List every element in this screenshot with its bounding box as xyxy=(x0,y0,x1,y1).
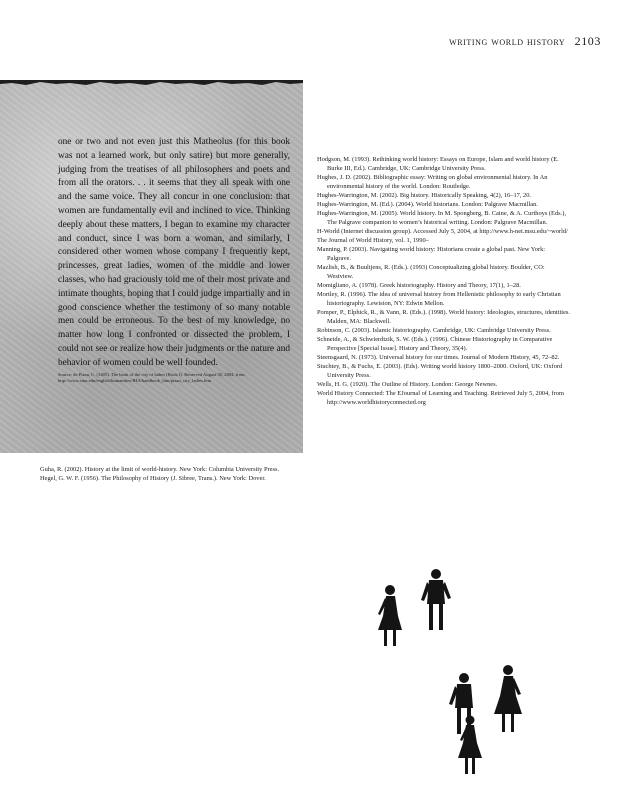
reference-entry: World History Connected: The EJournal of Learning and Teaching. Retrieved July 5, 2004, from http://www.worldhistoryconnected.org xyxy=(317,390,564,406)
reference-entry: Steensgaard, N. (1973). Universal history for our times. Journal of Modern History, 45, 72–82. xyxy=(317,354,560,361)
reference-entry: Hughes-Warrington, M. (2002). Big history. Historically Speaking, 4(2), 16–17, 20. xyxy=(317,192,532,199)
reference-entry: Hughes, J. D. (2002). Bibliographic essay: Writing on global environmental history. In An environmental history of the world. London: Routledge. xyxy=(317,174,548,190)
sidebar-quote-box xyxy=(0,80,303,453)
running-header-title: writing world history xyxy=(449,36,566,48)
reference-entry: Mazlish, B., & Buultjens, R. (Eds.). (1993) Conceptualizing global history. Boulder, CO: Westview. xyxy=(317,264,545,280)
running-header xyxy=(449,34,601,49)
figure-man-center xyxy=(421,569,451,630)
reference-entry: The Journal of World History, vol. 1, 1990– xyxy=(317,237,429,244)
reference-entry: Mortley, R. (1996). The idea of universal history from Hellenistic philosophy to early Christian historiography. Lewiston, NY: Edwin Mellon. xyxy=(317,291,561,307)
reference-entry: Hegel, G. W. F. (1956). The Philosophy of History (J. Sibree, Trans.). New York: Dover. xyxy=(40,475,266,482)
reference-entry: Guha, R. (2002). History at the limit of world-history. New York: Columbia University Press. xyxy=(40,466,280,473)
reference-entry: Momigliano, A. (1978). Greek historiography. History and Theory, 17(1), 1–28. xyxy=(317,282,521,289)
reference-entry: Hodgson, M. (1993). Rethinking world history: Essays on Europe, Islam and world history (E. Burke III, Ed.). Cambridge, UK: Cambridge University Press. xyxy=(317,156,559,172)
reference-entry: Hughes-Warrington, M. (Ed.). (2004). World historians. London: Palgrave Macmillan. xyxy=(317,201,538,208)
reference-entry: Manning, P. (2003). Navigating world history: Historians create a global past. New York: Palgrave. xyxy=(317,246,546,262)
reference-entry: H-World (Internet discussion group). Accessed July 5, 2004, at http://www.h-net.msu.edu/~world/ xyxy=(317,228,568,235)
sidebar-quote-text: one or two and not even just this Matheolus (for this book was not a learned work, but only satire) but more generally, judging from the treatises of all philosophers and poets and from all the orators. . . it seems that they all speak with one and the same voice. They all concur in one conclusion: that women are fundamentally evil and inclined to vice. Thinking deeply about these matters, I began to examine my character and conduct, since I was born a woman, and similarly, I considered other women whose company I frequently kept, princesses, great ladies, women of the middle and lower classes, who had graciously told me of their most private and intimate thoughts, hoping that I could judge impartially and in good conscience whether the testimony of so many notable men could be erroneous. To the best of my knowledge, no matter how long I confronted or dissected the problem, I could not see or realize how their judgments or the nature and behavior of women could be well founded. xyxy=(58,137,290,368)
figure-woman-lower-right xyxy=(494,665,522,732)
reference-entry: Pomper, P., Elphick, R., & Vann, R. (Eds.). (1998). World history: Ideologies, structures, identities. Malden, MA: Blackwell. xyxy=(317,309,570,325)
page-number: 2103 xyxy=(574,34,601,48)
references-left-column xyxy=(40,465,298,483)
figure-woman-left xyxy=(378,585,402,646)
reference-entry: Robinson, C. (2003). Islamic historiography. Cambridge, UK: Cambridge University Press. xyxy=(317,327,551,334)
sidebar-quote-source: Source: de Pizan, C. (1405). The book of the city of ladies (Book I). Retrieved August 30, 2004, from http://www.smu.edu/english/humanities/IHA/handbook_htm/pizan_city_ladies.htm xyxy=(58,372,245,384)
torn-paper-edge xyxy=(0,80,303,89)
sidebar-quote xyxy=(58,136,290,371)
references-right-column xyxy=(317,155,570,407)
reference-entry: Hughes-Warrington, M. (2005). World history. In M. Spongberg, B. Caine, & A. Curthoys (Eds.), The Palgrave companion to women’s historical writing. London: Palgrave Macmillan. xyxy=(317,210,566,226)
figure-woman-bottom xyxy=(458,716,482,775)
reference-entry: Wells, H. G. (1920). The Outline of History. London: George Newnes. xyxy=(317,381,498,388)
reference-entry: Stuchtey, B., & Fuchs, E. (2003). (Eds). Writing world history 1800–2000. Oxford, UK: Oxford University Press. xyxy=(317,363,563,379)
figure-man-lower-left xyxy=(449,673,473,734)
reference-entry: Schneide, A., & Schwierdtzik, S. W. (Eds.). (1996). Chinese Historiography in Comparative Perspective [Special Issue]. History and Theory, 35(4). xyxy=(317,336,553,352)
walking-figures-illustration xyxy=(366,568,536,783)
